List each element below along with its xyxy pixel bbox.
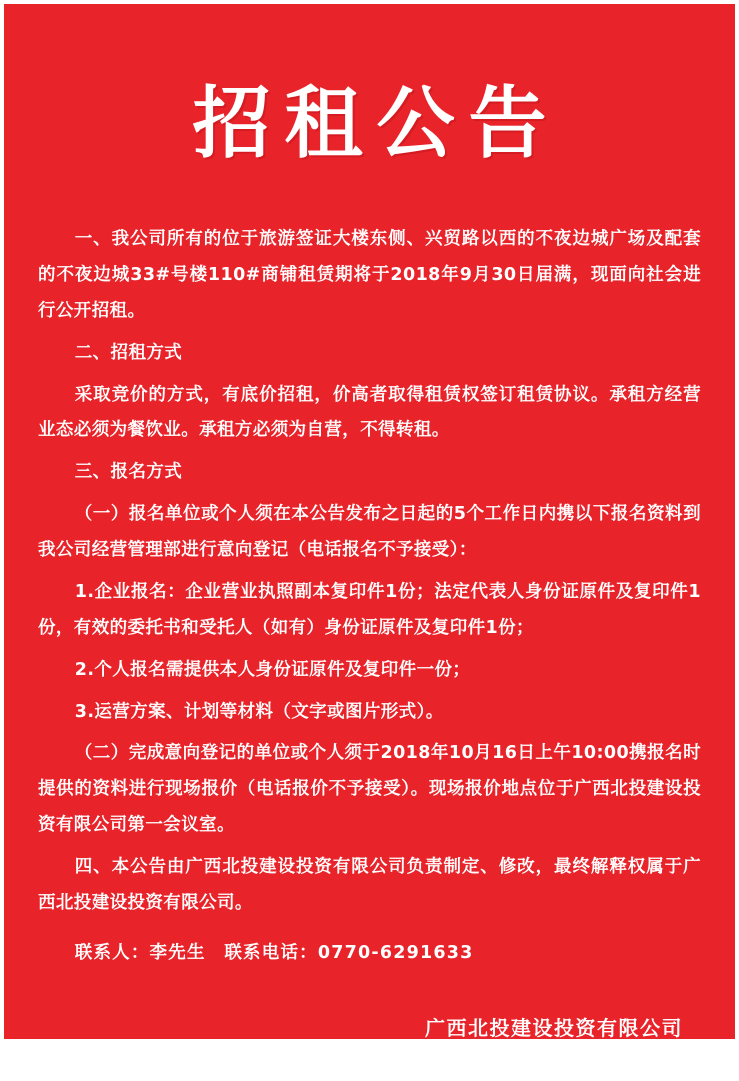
notice-paragraph-2: 二、招租方式 (74, 342, 183, 363)
notice-paragraph-10: 四、本公告由广西北投建设投资有限公司负责制定、修改，最终解释权属于广西北投建设投资有限公司。 (38, 857, 701, 913)
notice-paragraph-4: 三、报名方式 (74, 462, 183, 483)
notice-paragraph-7: 2.个人报名需提供本人身份证原件及复印件一份； (74, 659, 471, 680)
signature-organization: 广西北投建设投资有限公司 (425, 1015, 683, 1040)
signature-date: 2018年9月30日 (510, 1050, 683, 1075)
notice-paragraph-8: 3.运营方案、计划等材料（文字或图片形式）。 (74, 701, 444, 722)
signature-block (38, 1011, 701, 1081)
contact-line: 联系人：李先生 联系电话：0770-6291633 (74, 942, 474, 963)
notice-paragraph-9: （二）完成意向登记的单位或个人须于2018年10月16日上午10:00携报名时提供的资料进行现场报价（电话报价不予接受）。现场报价地点位于广西北投建设投资有限公司第一会议室。 (38, 743, 701, 836)
notice-paragraph-6: 1.企业报名：企业营业执照副本复印件1份；法定代表人身份证原件及复印件1份，有效的委托书和受托人（如有）身份证原件及复印件1份； (38, 581, 701, 638)
notice-paragraph-3: 采取竞价的方式，有底价招租，价高者取得租赁权签订租赁协议。承租方经营业态必须为餐饮业。承租方必须为自营，不得转租。 (38, 384, 701, 441)
notice-body (38, 222, 701, 971)
page-title: 招租公告 (192, 78, 561, 169)
notice-paragraph-1: 一、我公司所有的位于旅游签证大楼东侧、兴贸路以西的不夜边城广场及配套的不夜边城33#号楼110#商铺租赁期将于2018年9月30日届满，现面向社会进行公开招租。 (38, 229, 701, 321)
notice-paragraph-5: （一）报名单位或个人须在本公告发布之日起的5个工作日内携以下报名资料到我公司经营管理部进行意向登记（电话报名不予接受）： (38, 504, 701, 561)
